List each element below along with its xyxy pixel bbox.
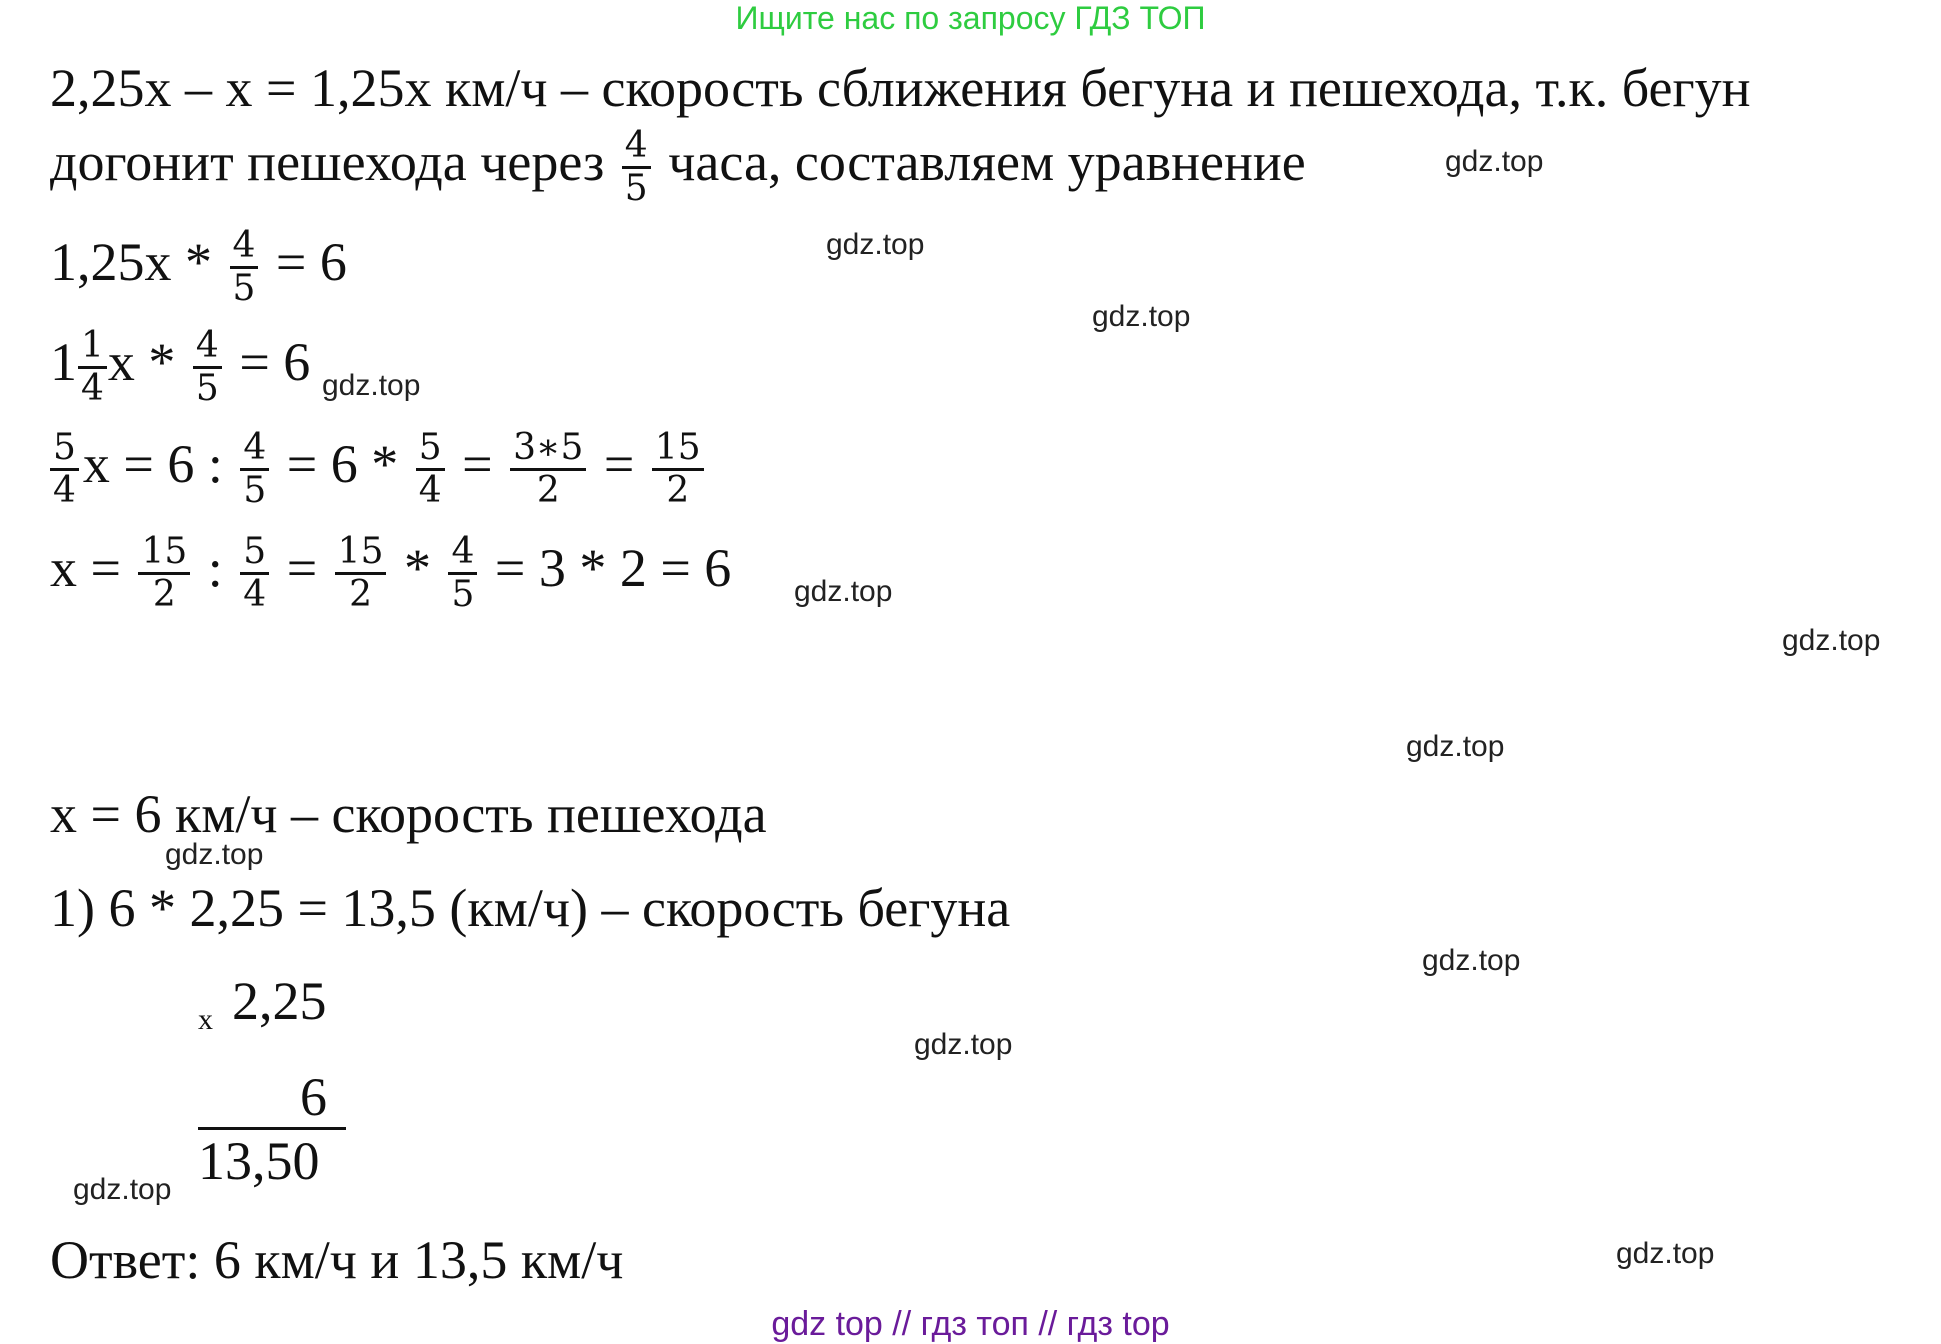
eq4-c: = <box>286 537 318 598</box>
watermark: gdz.top <box>1422 944 1521 977</box>
fraction-num: 15 <box>138 532 190 575</box>
eq3-a: x = 6 : <box>82 433 223 494</box>
text-line-2 <box>50 126 1306 209</box>
watermark: gdz.top <box>1616 1237 1715 1270</box>
watermark: gdz.top <box>1406 730 1505 763</box>
fraction-4-5 <box>230 226 259 309</box>
fraction-3x5-2 <box>510 428 586 511</box>
eq3-d: = <box>603 433 635 494</box>
fraction-den: 4 <box>81 368 104 409</box>
fraction-den: 2 <box>349 574 373 615</box>
equation-2 <box>50 326 310 409</box>
watermark: gdz.top <box>1782 624 1881 657</box>
eq3-b: = 6 * <box>286 433 399 494</box>
eq4-e: = 3 * 2 = 6 <box>494 537 732 598</box>
fraction-den: 5 <box>451 574 475 615</box>
eq2-whole: 1 <box>50 331 77 392</box>
step-1-line: 1) 6 * 2,25 = 13,5 (км/ч) – скорость бегуна <box>50 878 1011 938</box>
fraction-num: 5 <box>240 532 269 575</box>
watermark: gdz.top <box>1445 145 1544 178</box>
header-banner[interactable]: Ищите нас по запросу ГДЗ ТОП <box>735 0 1206 36</box>
fraction-den: 4 <box>53 470 76 511</box>
fraction-den: 2 <box>666 470 690 511</box>
text-line-2-a: догонит пешехода через <box>50 131 605 192</box>
watermark: gdz.top <box>322 369 421 402</box>
fraction-num: 1 <box>78 326 107 369</box>
fraction-num: 15 <box>652 428 704 471</box>
fraction-num: 4 <box>230 226 259 269</box>
multiplier: 6 <box>300 1067 327 1127</box>
eq1-left: 1,25x * <box>50 231 212 292</box>
fraction-num: 5 <box>416 428 445 471</box>
fraction-4-5 <box>240 428 269 511</box>
fraction-den: 2 <box>536 470 560 511</box>
eq4-d: * <box>403 537 431 598</box>
fraction-5-4 <box>50 428 79 511</box>
eq2-right: = 6 <box>239 331 311 392</box>
watermark: gdz.top <box>1092 300 1191 333</box>
watermark: gdz.top <box>794 575 893 608</box>
fraction-num: 4 <box>448 532 477 575</box>
fraction-den: 5 <box>243 470 267 511</box>
fraction-15-2 <box>335 532 387 615</box>
eq1-right: = 6 <box>275 231 347 292</box>
fraction-4-5 <box>193 326 222 409</box>
answer-line: Ответ: 6 км/ч и 13,5 км/ч <box>50 1230 624 1290</box>
fraction-den: 5 <box>232 268 256 309</box>
equation-1 <box>50 226 347 309</box>
eq3-c: = <box>462 433 493 494</box>
fraction-num: 4 <box>240 428 269 471</box>
fraction-num: 15 <box>335 532 387 575</box>
fraction-5-4 <box>240 532 269 615</box>
footer-links[interactable]: gdz top // гдз топ // гдз top <box>771 1305 1170 1343</box>
multiplicand: 2,25 <box>232 971 327 1031</box>
fraction-den: 2 <box>152 574 176 615</box>
fraction-15-2 <box>652 428 704 511</box>
product: 13,50 <box>198 1131 320 1191</box>
fraction-1-4 <box>78 326 107 409</box>
fraction-num: 4 <box>193 326 222 369</box>
fraction-15-2 <box>138 532 190 615</box>
fraction-den: 4 <box>418 470 442 511</box>
watermark: gdz.top <box>914 1028 1013 1061</box>
fraction-den: 5 <box>195 368 219 409</box>
eq4-b: : <box>207 537 223 598</box>
equation-3 <box>50 428 708 511</box>
watermark: gdz.top <box>165 838 264 871</box>
pedestrian-speed-line: x = 6 км/ч – скорость пешехода <box>50 784 767 844</box>
fraction-num: 5 <box>50 428 79 471</box>
watermark: gdz.top <box>73 1173 172 1206</box>
fraction-4-5 <box>448 532 477 615</box>
fraction-num: 3∗5 <box>510 428 586 471</box>
eq4-a: x = <box>50 537 121 598</box>
equation-4 <box>50 532 731 615</box>
multiply-sign: x <box>198 1003 213 1036</box>
watermark: gdz.top <box>826 228 925 261</box>
text-line-1: 2,25x – x = 1,25x км/ч – скорость сближения бегуна и пешехода, т.к. бегун <box>50 58 1751 118</box>
fraction-4-5 <box>622 126 651 209</box>
fraction-den: 4 <box>243 574 267 615</box>
eq2-left: x * <box>107 331 176 392</box>
text-line-2-b: часа, составляем уравнение <box>668 131 1306 192</box>
fraction-den: 5 <box>624 168 648 209</box>
fraction-num: 4 <box>622 126 651 169</box>
fraction-5-4 <box>416 428 445 511</box>
